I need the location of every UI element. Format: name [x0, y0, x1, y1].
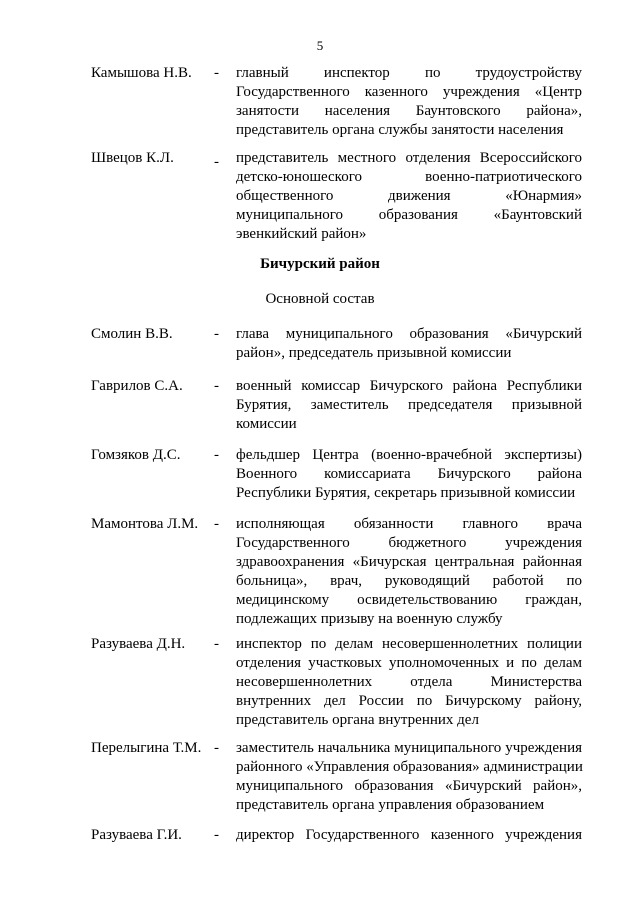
role-line: Государственного казенного учреждения «Центр — [236, 84, 582, 100]
role-line: главный инспектор по трудоустройству — [236, 65, 582, 81]
role-line: подлежащих призыву на военную службу — [236, 611, 503, 627]
member-role — [236, 64, 582, 140]
role-line: районного «Управления образования» администрации — [236, 759, 583, 775]
role-line: общественного движения «Юнармия» — [236, 188, 582, 204]
role-line: военный комиссар Бичурского района Республики — [236, 378, 582, 394]
member-name: Смолин В.В. — [91, 326, 173, 342]
member-name: Швецов К.Л. — [91, 150, 174, 166]
role-line: муниципального образования «Баунтовский — [236, 207, 582, 223]
member-dash: - — [214, 154, 219, 170]
member-name: Разуваева Г.И. — [91, 827, 182, 843]
member-role — [236, 377, 582, 434]
role-line: отделения участковых уполномоченных и по делам — [236, 655, 582, 671]
role-line: несовершеннолетних отдела Министерства — [236, 674, 582, 690]
section-title: Бичурский район — [260, 256, 380, 272]
member-name: Гомзяков Д.С. — [91, 447, 181, 463]
role-line: здравоохранения «Бичурская центральная районная — [236, 554, 582, 570]
role-line: представитель органа службы занятости населения — [236, 122, 564, 138]
role-line: заместитель начальника муниципального учреждения — [236, 740, 582, 756]
role-line: фельдшер Центра (военно-врачебной экспертизы) — [236, 447, 582, 463]
role-line: представитель органа управления образованием — [236, 797, 545, 813]
member-name: Камышова Н.В. — [91, 65, 192, 81]
member-role — [236, 826, 582, 845]
member-role — [236, 635, 582, 730]
role-line: глава муниципального образования «Бичурский — [236, 326, 582, 342]
role-line: внутренних дел России по Бичурскому району, — [236, 693, 582, 709]
member-dash: - — [214, 636, 219, 652]
role-line: Государственного бюджетного учреждения — [236, 535, 582, 551]
role-line: занятости населения Баунтовского района», — [236, 103, 582, 119]
member-dash: - — [214, 827, 219, 843]
member-dash: - — [214, 65, 219, 81]
role-line: комиссии — [236, 416, 297, 432]
member-dash: - — [214, 516, 219, 532]
role-line: директор Государственного казенного учреждения — [236, 827, 582, 843]
member-dash: - — [214, 378, 219, 394]
role-line: медицинскому освидетельствованию граждан, — [236, 592, 582, 608]
role-line: инспектор по делам несовершеннолетних полиции — [236, 636, 582, 652]
member-name: Мамонтова Л.М. — [91, 516, 199, 532]
member-dash: - — [214, 740, 219, 756]
role-line: исполняющая обязанности главного врача — [236, 516, 582, 532]
member-role — [236, 325, 582, 363]
role-line: больница», врач, руководящий работой по — [236, 573, 582, 589]
role-line: представитель местного отделения Всероссийского — [236, 150, 582, 166]
role-line: Бурятия, заместитель председателя призывной — [236, 397, 582, 413]
member-dash: - — [214, 447, 219, 463]
member-name: Перелыгина Т.М. — [91, 740, 202, 756]
role-line: детско-юношеского военно-патриотического — [236, 169, 582, 185]
member-role — [236, 739, 582, 815]
role-line: район», председатель призывной комиссии — [236, 345, 512, 361]
member-role — [236, 446, 582, 503]
section-subtitle: Основной состав — [265, 291, 375, 307]
member-role — [236, 149, 582, 244]
role-line: Военного комиссариата Бичурского района — [236, 466, 582, 482]
role-line: Республики Бурятия, секретарь призывной комиссии — [236, 485, 576, 501]
role-line: представитель органа внутренних дел — [236, 712, 479, 728]
member-name: Разуваева Д.Н. — [91, 636, 186, 652]
member-dash: - — [214, 326, 219, 342]
role-line: муниципального образования «Бичурский район», — [236, 778, 582, 794]
role-line: эвенкийский район» — [236, 226, 367, 242]
member-role — [236, 515, 582, 629]
page-number: 5 — [316, 38, 324, 53]
member-name: Гаврилов С.А. — [91, 378, 183, 394]
